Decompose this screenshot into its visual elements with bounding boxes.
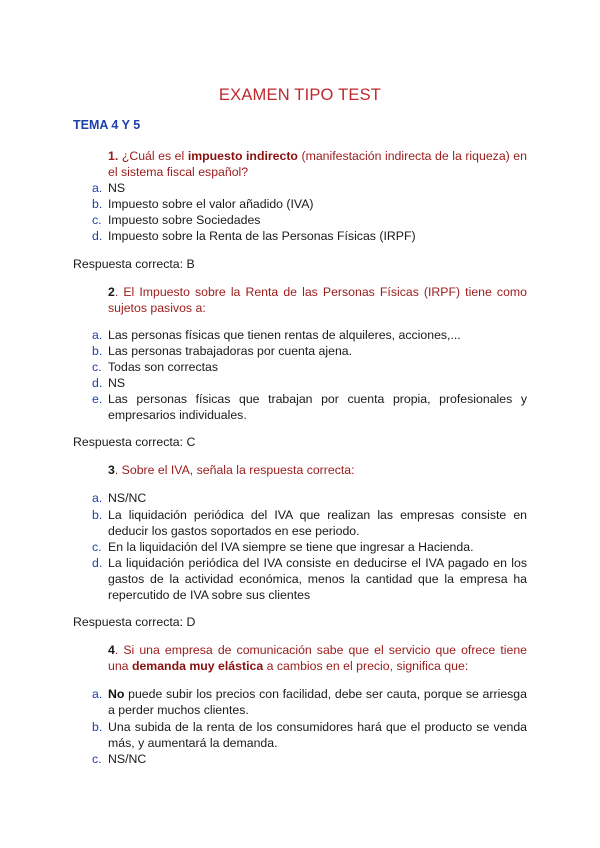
option-letter: b. [92,344,103,358]
option-item [92,490,527,506]
option-text: NS/NC [108,491,147,505]
question-2 [108,284,527,316]
question-text: . El Impuesto sobre la Renta de las Personas Físicas (IRPF) tiene como sujetos pasivos a: [108,285,527,315]
option-letter: a. [92,181,103,195]
question-4 [108,642,527,674]
question-text-end: (manifestación indirecta de la riqueza) en el sistema fiscal español? [108,149,527,179]
question-number: 3 [108,463,115,477]
question-text: ¿Cuál es el [121,149,188,163]
option-text: Impuesto sobre el valor añadido (IVA) [108,197,314,211]
option-item [92,555,527,603]
correct-answer: Respuesta correcta: C [73,435,196,449]
section-heading: TEMA 4 Y 5 [73,118,141,132]
option-item [92,196,527,212]
option-text-end: puede subir los precios con facilidad, debe ser cauta, porque se arriesga a perder muchos clientes. [108,687,527,717]
option-text: Una subida de la renta de los consumidores hará que el producto se venda más, y aumentará la demanda. [108,720,527,750]
option-item [92,375,527,391]
option-letter: e. [92,392,103,406]
question-text-end: a cambios en el precio, significa que: [263,659,469,673]
option-text: Las personas físicas que trabajan por cuenta propia, profesionales y empresarios individuales. [108,392,527,422]
option-letter: c. [92,213,102,227]
option-item [92,751,527,767]
option-letter: d. [92,229,103,243]
option-item [92,327,527,343]
option-item [92,359,527,375]
option-item [92,686,527,718]
option-item [92,391,527,423]
question-emphasis: impuesto indirecto [187,149,298,163]
option-text: La liquidación periódica del IVA que realizan las empresas consiste en deducir los gastos soportados en ese periodo. [108,508,527,538]
option-item [92,507,527,539]
option-item [92,228,527,244]
question-3 [108,462,527,478]
question-number: 2 [108,285,115,299]
option-text: NS/NC [108,752,147,766]
option-letter: c. [92,540,102,554]
option-letter: c. [92,360,102,374]
option-text: Las personas físicas que tienen rentas de alquileres, acciones,... [108,328,461,342]
option-letter: b. [92,720,103,734]
question-number: 1. [108,149,119,163]
question-text: . Sobre el IVA, señala la respuesta correcta: [114,463,355,477]
option-item [92,212,527,228]
option-letter: a. [92,687,103,701]
option-letter: d. [92,376,103,390]
option-letter: b. [92,508,103,522]
option-text: NS [108,376,126,390]
question-1 [108,148,527,180]
option-letter: a. [92,328,103,342]
option-letter: a. [92,491,103,505]
option-letter: d. [92,556,103,570]
option-text: Impuesto sobre la Renta de las Personas Físicas (IRPF) [108,229,416,243]
option-text [108,686,527,718]
option-letter: c. [92,752,102,766]
option-item [92,343,527,359]
option-text: NS [108,181,126,195]
correct-answer: Respuesta correcta: D [73,615,196,629]
option-emphasis: No [108,687,125,701]
option-item [92,719,527,751]
question-emphasis: demanda muy elástica [131,659,264,673]
option-item [92,180,527,196]
option-item [92,539,527,555]
question-text: . Si una empresa de comunicación sabe que el servicio que ofrece tiene una [108,643,527,673]
option-text: En la liquidación del IVA siempre se tiene que ingresar a Hacienda. [108,540,474,554]
question-number: 4 [108,643,115,657]
option-text: La liquidación periódica del IVA consiste en deducirse el IVA pagado en los gastos de la actividad económica, menos la cantidad que la empresa ha repercutido de IVA sobre sus clientes [108,556,527,602]
option-text: Las personas trabajadoras por cuenta ajena. [108,344,353,358]
exam-title: EXAMEN TIPO TEST [218,86,382,104]
correct-answer: Respuesta correcta: B [73,257,195,271]
option-text: Todas son correctas [108,360,219,374]
option-text: Impuesto sobre Sociedades [108,213,261,227]
option-letter: b. [92,197,103,211]
